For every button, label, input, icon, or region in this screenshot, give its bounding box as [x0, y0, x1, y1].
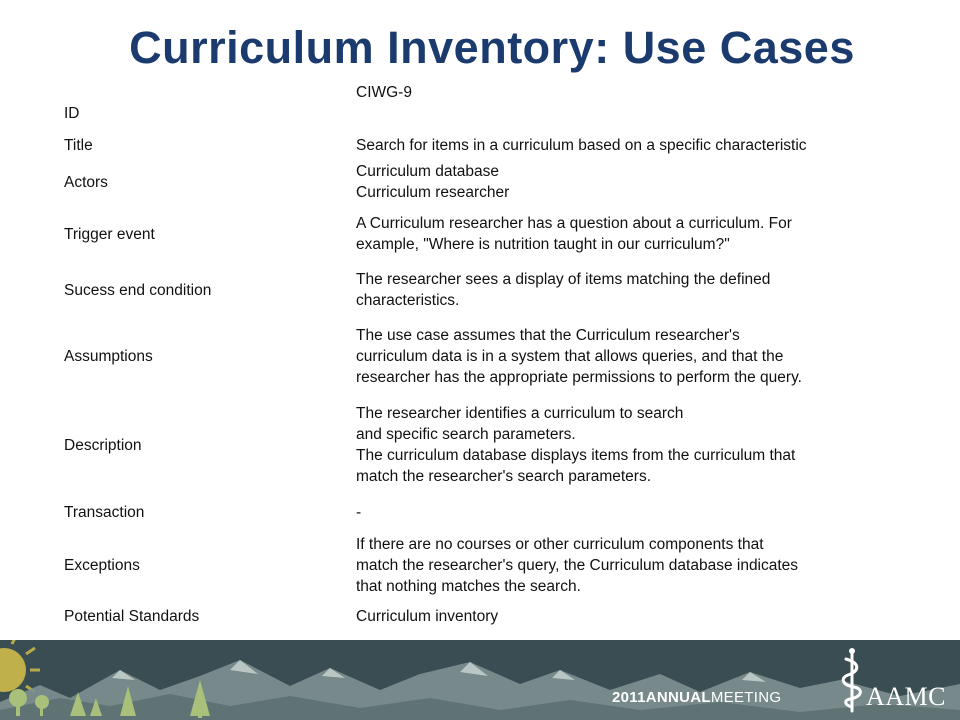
- row-label: ID: [64, 104, 80, 122]
- table-row-id: [64, 80, 914, 132]
- table-row-trigger-event: [64, 206, 914, 262]
- table-row-actors: [64, 158, 914, 206]
- row-value: Search for items in a curriculum based on a specific characteristic: [356, 136, 807, 154]
- table-row-success-end-condition: [64, 262, 914, 318]
- row-value: -: [356, 503, 362, 521]
- row-value: Curriculum database Curriculum researcher: [356, 163, 510, 201]
- row-label: Exceptions: [64, 556, 140, 574]
- aamc-logo-text: AAMC: [866, 682, 947, 711]
- meeting-word-annual: ANNUAL: [645, 689, 711, 706]
- slide-title: Curriculum Inventory: Use Cases: [129, 22, 855, 73]
- table-row-transaction: [64, 495, 914, 529]
- use-case-table: [64, 80, 914, 631]
- table-row-exceptions: [64, 529, 914, 601]
- meeting-year: 2011: [612, 689, 646, 706]
- row-label: Description: [64, 436, 142, 454]
- table-row-title: [64, 132, 914, 158]
- row-value: The use case assumes that the Curriculum researcher's curriculum data is in a system that allows queries, and that the researcher has the appropriate permissions to perform the query.: [356, 327, 802, 386]
- annual-meeting-label: [612, 689, 781, 706]
- row-value: Curriculum inventory: [356, 607, 499, 625]
- row-value: The researcher identifies a curriculum to search and specific search parameters. The curriculum database displays items from the curriculum that match the researcher's search parameters.: [356, 405, 796, 485]
- row-label: Title: [64, 136, 93, 154]
- row-label: Sucess end condition: [64, 281, 212, 299]
- table-row-assumptions: [64, 318, 914, 395]
- mountain-landscape-illustration: [0, 640, 960, 720]
- row-label: Transaction: [64, 503, 145, 521]
- meeting-word-meeting: MEETING: [710, 689, 782, 706]
- table-row-potential-standards: [64, 601, 914, 631]
- row-value: If there are no courses or other curriculum components that match the researcher's query, the Curriculum database indicates that nothing matches the search.: [356, 535, 799, 595]
- row-value: CIWG-9: [356, 84, 412, 101]
- table-row-description: [64, 395, 914, 495]
- row-value: A Curriculum researcher has a question about a curriculum. For example, "Where is nutrition taught in our curriculum?": [356, 215, 792, 253]
- row-value: The researcher sees a display of items matching the defined characteristics.: [356, 271, 771, 309]
- footer-banner: [0, 640, 960, 720]
- row-label: Trigger event: [64, 225, 155, 243]
- sun-icon: [0, 640, 40, 692]
- row-label: Assumptions: [64, 348, 153, 365]
- row-label: Potential Standards: [64, 607, 200, 625]
- row-label: Actors: [64, 173, 108, 191]
